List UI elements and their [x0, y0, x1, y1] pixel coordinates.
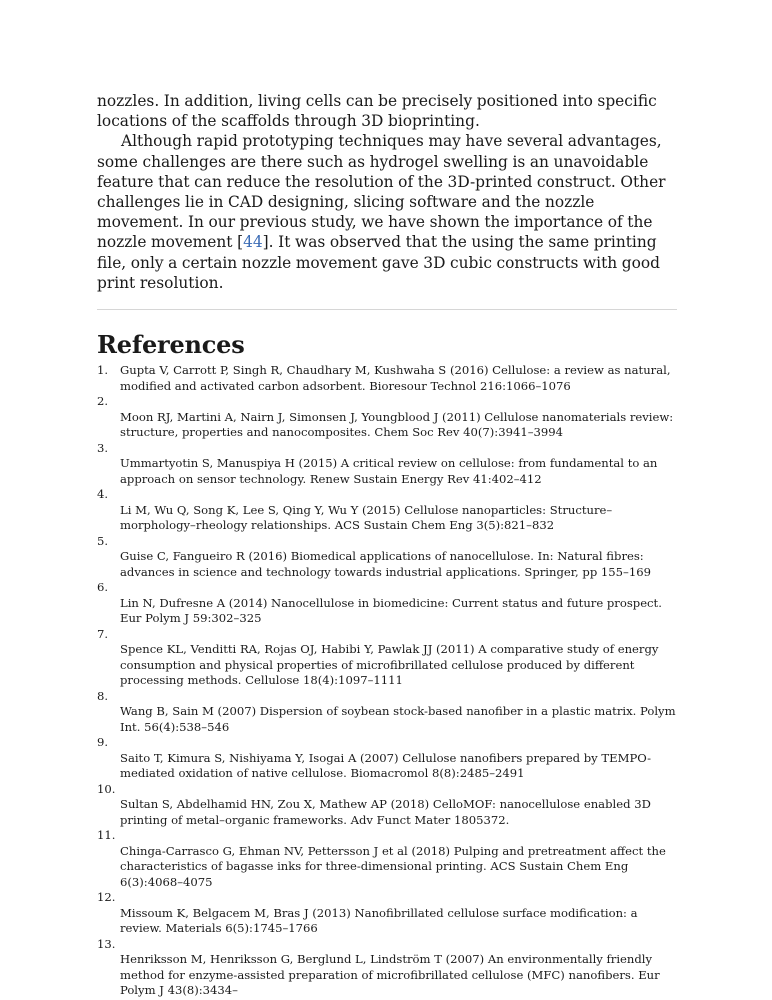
reference-item: [97, 441, 677, 488]
reference-text: Henriksson M, Henriksson G, Berglund L, Lindström T (2007) An environmentally friendly method for enzyme-assisted preparation of microfibrillated cellulose (MFC) nanofibers. Eur Polym J 43(8):3434–: [120, 952, 660, 998]
reference-number: 2.: [97, 394, 109, 409]
body-paragraph-1: [97, 91, 677, 131]
reference-item: [97, 937, 677, 999]
reference-number: 9.: [97, 735, 109, 750]
reference-text: Missoum K, Belgacem M, Bras J (2013) Nanofibrillated cellulose surface modification: a review. Materials 6(5):1745–1766: [120, 905, 638, 936]
reference-text: Guise C, Fangueiro R (2016) Biomedical applications of nanocellulose. In: Natural fibres: advances in science and technology towards industrial applications. Springer, pp 155–169: [120, 549, 651, 579]
reference-item: [97, 534, 677, 581]
reference-item: [97, 689, 677, 736]
reference-number: 1.: [97, 363, 109, 378]
reference-item: [97, 828, 677, 890]
reference-text: Ummartyotin S, Manuspiya H (2015) A critical review on cellulose: from fundamental to an approach on sensor technology. Renew Sustain Energy Rev 41:402–412: [120, 456, 658, 486]
paragraph-text: nozzles. In addition, living cells can be precisely positioned into specific locations of the scaffolds through 3D bioprinting.: [97, 92, 657, 131]
reference-text: Sultan S, Abdelhamid HN, Zou X, Mathew AP (2018) CelloMOF: nanocellulose enabled 3D printing of metal–organic frameworks. Adv Funct Mater 1805372.: [120, 797, 651, 827]
reference-text: Spence KL, Venditti RA, Rojas OJ, Habibi Y, Pawlak JJ (2011) A comparative study of energy consumption and physical properties of microfibrillated cellulose produced by different processing methods. Cellulose 18(4):1097–1111: [120, 642, 659, 688]
reference-number: 13.: [97, 936, 116, 951]
reference-item: [97, 735, 677, 782]
reference-number: 6.: [97, 580, 109, 595]
reference-number: 7.: [97, 626, 109, 641]
references-heading: References: [97, 330, 245, 360]
paragraph-text-before: Although rapid prototyping techniques may have several advantages, some challenges are there such as hydrogel swelling is an unavoidable feature that can reduce the resolution of the 3D-printed construct. Other challenges lie in CAD designing, slicing software and the nozzle movement. In our previous study, we have shown the importance of the nozzle movement [: [97, 132, 666, 252]
reference-number: 3.: [97, 440, 109, 455]
reference-item: [97, 580, 677, 627]
reference-item: [97, 890, 677, 937]
reference-text: Wang B, Sain M (2007) Dispersion of soybean stock-based nanofiber in a plastic matrix. Polym Int. 56(4):538–546: [120, 704, 676, 734]
reference-number: 12.: [97, 890, 116, 905]
reference-text: Lin N, Dufresne A (2014) Nanocellulose in biomedicine: Current status and future prospect. Eur Polym J 59:302–325: [120, 595, 662, 626]
section-divider: [97, 309, 677, 310]
reference-number: 8.: [97, 688, 109, 703]
references-list: [97, 363, 677, 999]
reference-number: 5.: [97, 533, 109, 548]
reference-item: [97, 363, 677, 394]
reference-item: [97, 487, 677, 534]
reference-text: Saito T, Kimura S, Nishiyama Y, Isogai A (2007) Cellulose nanofibers prepared by TEMPO-mediated oxidation of native cellulose. Biomacromol 8(8):2485–2491: [120, 750, 652, 781]
reference-item: [97, 782, 677, 829]
reference-text: Li M, Wu Q, Song K, Lee S, Qing Y, Wu Y (2015) Cellulose nanoparticles: Structure–morphology–rheology relationships. ACS Sustain Chem Eng 3(5):821–832: [120, 502, 613, 533]
reference-text: Moon RJ, Martini A, Nairn J, Simonsen J, Youngblood J (2011) Cellulose nanomaterials review: structure, properties and nanocomposites. Chem Soc Rev 40(7):3941–3994: [120, 409, 674, 440]
citation-link[interactable]: 44: [243, 233, 263, 252]
reference-item: [97, 394, 677, 441]
body-paragraph-2: [97, 131, 677, 293]
reference-item: [97, 627, 677, 689]
reference-number: 10.: [97, 781, 116, 796]
reference-text: Chinga-Carrasco G, Ehman NV, Pettersson J et al (2018) Pulping and pretreatment affect the characteristics of bagasse inks for three-dimensional printing. ACS Sustain Chem Eng 6(3):4068–4075: [120, 843, 666, 889]
reference-number: 11.: [97, 828, 116, 843]
reference-text: Gupta V, Carrott P, Singh R, Chaudhary M, Kushwaha S (2016) Cellulose: a review as natural, modified and activated carbon adsorbent. Bioresour Technol 216:1066–1076: [120, 363, 671, 393]
page-content: [97, 91, 677, 999]
paragraph-text-after: ]. It was observed that the using the same printing file, only a certain nozzle movement gave 3D cubic constructs with good print resolution.: [97, 233, 661, 292]
reference-number: 4.: [97, 487, 109, 502]
